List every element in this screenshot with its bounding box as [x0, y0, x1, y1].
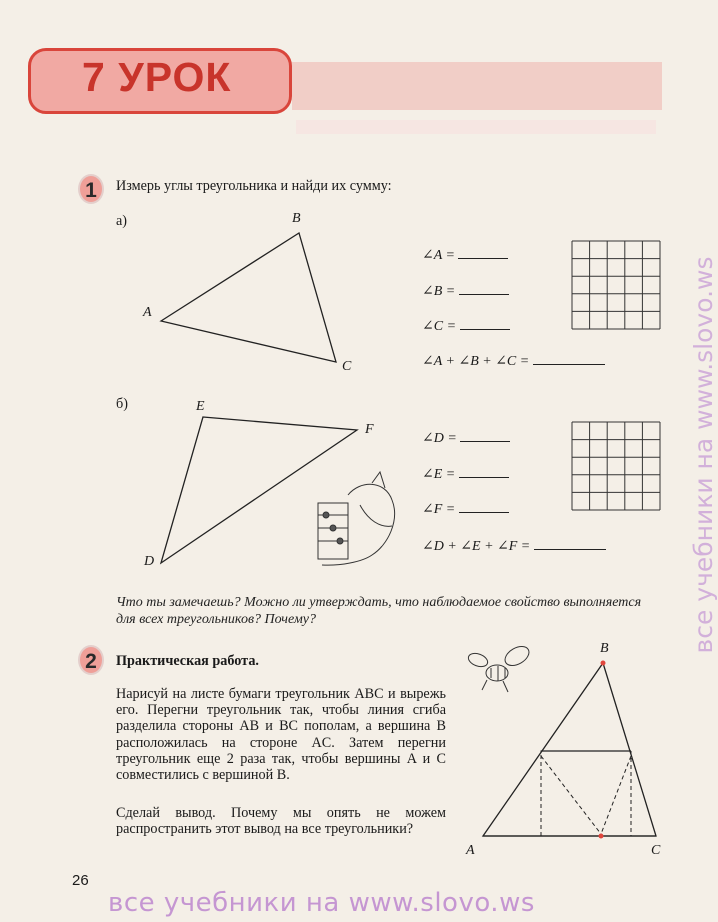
vertex-label-b: B [292, 211, 301, 226]
triangle-abc [161, 233, 336, 362]
vertex-b-folded-dot [599, 834, 604, 839]
angle-a-equation: ∠A = [422, 246, 508, 264]
fold-label-a: A [466, 843, 475, 858]
task1-instruction: Измерь углы треугольника и найди их сумму: [116, 178, 392, 194]
task2-steps: Нарисуй на листе бумаги треугольник ABC и вырежь его. Перегни треугольник так, чтобы линия сгиба разделила стороны AB и BC пополам, а вершина B расположилась на стороне AC. Затем перегни треугольник еще 2 раза так, чтобы вершины A и C совместились с вершиной B. [116, 686, 446, 784]
vertex-label-f: F [365, 422, 374, 437]
answer-grid-a [572, 241, 660, 329]
part-b-label: б) [116, 396, 128, 412]
bee-illustration [467, 643, 533, 692]
angle-sum-abc: ∠A + ∠B + ∠C = [422, 352, 605, 370]
angle-sum-def: ∠D + ∠E + ∠F = [422, 537, 606, 555]
task-number-2: 2 [78, 645, 104, 675]
vertex-label-a: A [143, 305, 152, 320]
vertex-b-dot [601, 661, 606, 666]
vertex-label-c: C [342, 359, 352, 374]
task2-conclusion: Сделай вывод. Почему мы опять не можем распространить этот вывод на все треугольники? [116, 805, 446, 838]
answer-grid-b [572, 422, 660, 510]
vertex-label-e: E [196, 399, 205, 414]
vertex-label-d: D [144, 554, 155, 569]
fold-label-c: C [651, 843, 661, 858]
angle-d-equation: ∠D = [422, 429, 510, 447]
page-number: 26 [72, 872, 89, 889]
donkey-abacus-illustration [318, 472, 395, 565]
lesson-title: 7 УРОК [82, 54, 232, 100]
part-a-label: а) [116, 213, 128, 229]
angle-c-equation: ∠C = [422, 317, 510, 335]
fold-label-b: B [600, 641, 609, 656]
folded-triangle-abc [483, 661, 656, 839]
task-number-1: 1 [78, 174, 104, 204]
angle-e-equation: ∠E = [422, 465, 509, 483]
watermark-bottom: все учебники на www.slovo.ws [108, 888, 535, 918]
watermark-side: все учебники на www.slovo.ws [689, 256, 718, 654]
task1-question: Что ты замечаешь? Можно ли утверждать, что наблюдаемое свойство выполняется для всех треугольников? Почему? [116, 595, 642, 627]
task2-heading: Практическая работа. [116, 653, 259, 669]
angle-f-equation: ∠F = [422, 500, 509, 518]
angle-b-equation: ∠B = [422, 282, 509, 300]
